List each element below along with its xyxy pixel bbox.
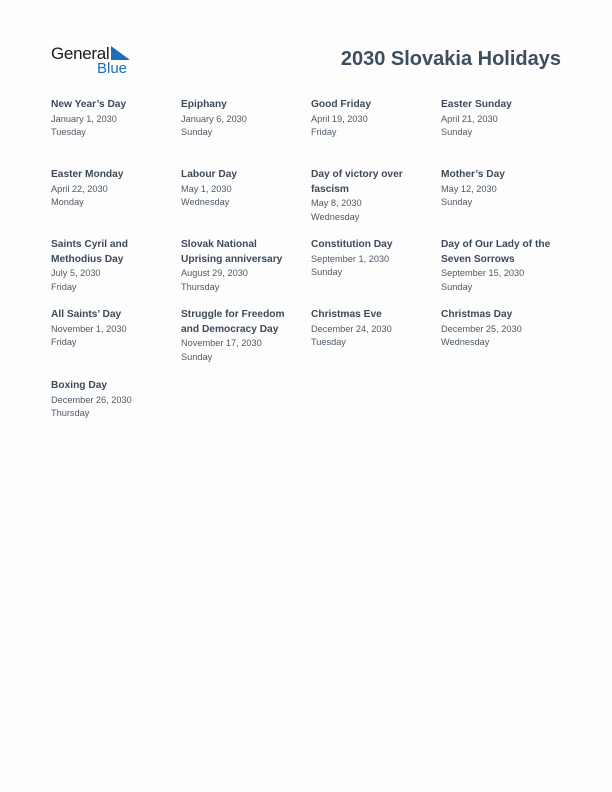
holiday-name: Good Friday <box>311 99 371 110</box>
holiday-date: July 5, 2030 <box>51 268 101 278</box>
holiday-name: All Saints’ Day <box>51 309 122 320</box>
holiday-weekday: Tuesday <box>51 127 86 138</box>
holiday-name: Labour Day <box>181 169 238 180</box>
holiday-weekday: Sunday <box>441 127 473 138</box>
holiday-name: Easter Sunday <box>441 99 512 110</box>
holiday-item <box>441 308 553 350</box>
holiday-name: Christmas Day <box>441 309 513 320</box>
holiday-date: November 17, 2030 <box>181 338 262 348</box>
holiday-weekday: Friday <box>51 337 77 348</box>
page-title: 2030 Slovakia Holidays <box>340 48 561 70</box>
holiday-name: Day of victory over fascism <box>311 169 403 195</box>
holiday-name: Struggle for Freedom and Democracy Day <box>181 309 285 335</box>
holiday-weekday: Thursday <box>51 408 90 419</box>
holiday-weekday: Wednesday <box>181 197 230 208</box>
holiday-name: Easter Monday <box>51 169 124 180</box>
holiday-name: Constitution Day <box>311 239 393 250</box>
holiday-item <box>311 308 423 350</box>
holiday-weekday: Sunday <box>181 127 213 138</box>
holiday-date: December 26, 2030 <box>51 394 132 405</box>
holiday-name: Christmas Eve <box>311 309 382 320</box>
holiday-name: Epiphany <box>181 99 227 110</box>
holiday-name: New Year’s Day <box>51 99 127 110</box>
holiday-weekday: Friday <box>51 281 77 292</box>
holiday-weekday: Thursday <box>181 281 220 292</box>
holiday-weekday: Monday <box>51 197 84 208</box>
brand-logo <box>51 44 141 78</box>
holiday-weekday: Tuesday <box>311 337 346 348</box>
holiday-name: Saints Cyril and Methodius Day <box>51 239 128 265</box>
holiday-date: May 12, 2030 <box>441 183 497 194</box>
holiday-date: April 21, 2030 <box>441 113 498 124</box>
holiday-item <box>441 168 553 210</box>
holiday-item <box>311 238 423 280</box>
brand-name-blue: Blue <box>97 60 128 77</box>
holiday-weekday: Sunday <box>441 281 473 292</box>
holiday-name: Boxing Day <box>51 380 108 391</box>
holiday-item <box>51 238 163 295</box>
holiday-date: May 8, 2030 <box>311 198 362 208</box>
holiday-date: May 1, 2030 <box>181 183 232 194</box>
holiday-item <box>181 98 293 140</box>
holiday-name: Slovak National Uprising anniversary <box>181 239 283 265</box>
holiday-date: April 22, 2030 <box>51 183 108 194</box>
holiday-item <box>181 308 293 365</box>
holiday-item <box>51 379 163 421</box>
holiday-weekday: Sunday <box>181 351 213 362</box>
holiday-item <box>181 238 293 295</box>
holiday-weekday: Friday <box>311 127 337 138</box>
holiday-name: Mother’s Day <box>441 169 505 180</box>
holiday-item <box>311 98 423 140</box>
holiday-item <box>441 98 553 140</box>
brand-name-general: General <box>51 44 110 63</box>
holiday-date: August 29, 2030 <box>181 268 248 278</box>
holiday-date: January 1, 2030 <box>51 113 117 124</box>
holiday-item <box>51 98 163 140</box>
holiday-item <box>51 308 163 350</box>
holiday-item <box>311 168 423 225</box>
holiday-weekday: Sunday <box>311 267 343 278</box>
holiday-date: December 24, 2030 <box>311 323 392 334</box>
holiday-item <box>441 238 553 295</box>
holiday-date: November 1, 2030 <box>51 323 127 334</box>
holiday-date: April 19, 2030 <box>311 113 368 124</box>
holiday-item <box>181 168 293 210</box>
holiday-item <box>51 168 163 210</box>
holiday-date: September 1, 2030 <box>311 253 390 264</box>
holiday-name: Day of Our Lady of the Seven Sorrows <box>441 239 551 265</box>
holiday-weekday: Wednesday <box>441 337 490 348</box>
holiday-date: January 6, 2030 <box>181 113 247 124</box>
holiday-date: December 25, 2030 <box>441 323 522 334</box>
holiday-date: September 15, 2030 <box>441 268 525 278</box>
holiday-weekday: Sunday <box>441 197 473 208</box>
holiday-weekday: Wednesday <box>311 211 360 222</box>
